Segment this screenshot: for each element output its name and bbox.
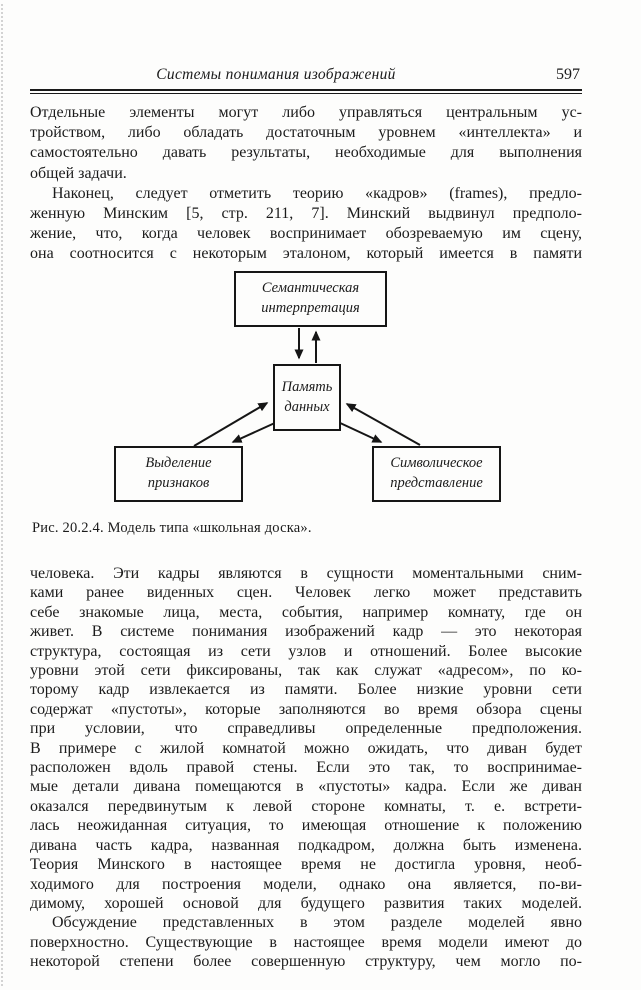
diagram-box-data-memory: Память данных — [273, 364, 341, 431]
paragraph — [30, 913, 582, 971]
body-text-top — [30, 103, 582, 265]
text-line: димому, хорошей основой для будущего развития таких моделей. — [30, 894, 582, 912]
running-title: Системы понимания изображений — [156, 66, 396, 83]
text-line: она соотносится с некоторым эталоном, который имеется в памяти — [30, 245, 582, 263]
text-line: лась неожиданная ситуация, то имеющая отношение к положению — [30, 817, 582, 835]
running-header — [30, 66, 582, 86]
text-line: содержат «пустоты», которые заполняются во время обзора сцены — [30, 700, 582, 718]
diagram-box-feature-extraction: Выделение признаков — [114, 446, 243, 502]
text-line: некоторой степени более совершенную структуру, чем могло по- — [30, 953, 582, 971]
arrow-down-memory-to-features — [233, 422, 277, 442]
text-line: дивана часть кадра, названная подкадром, должна быть изменена. — [30, 836, 582, 854]
text-line: себе знакомые лица, места, события, например комнату, где он — [30, 603, 582, 621]
header-rule — [30, 89, 582, 94]
paragraph — [30, 184, 582, 265]
text-line: человека. Эти кадры являются в сущности моментальными сним- — [30, 565, 582, 582]
text-line: поверхностно. Существующие в настоящее время модели имеют до — [30, 933, 582, 951]
text-line: при условии, что справедливы определенные предположения. — [30, 720, 582, 738]
figure-diagram — [0, 270, 641, 512]
text-line: жение, что, когда человек воспринимает обозреваемую им сцену, — [30, 225, 582, 243]
text-line: Обсуждение представленных в этом разделе моделей явно — [52, 914, 582, 932]
text-line: Теория Минского в настоящее время не достигла уровня, необ- — [30, 856, 582, 874]
diagram-box-semantic-interpretation: Семантическая интерпретация — [234, 271, 387, 327]
text-line: тройством, либо обладать достаточным уровнем «интеллекта» и — [30, 124, 582, 142]
text-line: Отдельные элементы могут либо управляться центральным ус- — [30, 104, 582, 121]
page-number: 597 — [556, 66, 580, 83]
arrow-up-symbolic-to-memory — [347, 404, 420, 445]
arrow-up-features-to-memory — [194, 403, 267, 446]
text-line: ками ранее виденных сцен. Человек легко может представить — [30, 584, 582, 602]
diagram-box-symbolic-representation: Символическое представление — [372, 446, 501, 502]
text-line: В примере с жилой комнатой можно ожидать, что диван будет — [30, 739, 582, 757]
body-text-bottom — [30, 564, 582, 972]
text-line: Наконец, следует отметить теорию «кадров» (frames), предло- — [52, 184, 582, 202]
text-line: ходимого для построения модели, однако она является, по-ви- — [30, 875, 582, 893]
text-line: оказался передвинутым к левой стороне комнаты, т. е. встрети- — [30, 797, 582, 815]
text-line: женную Минским [5, стр. 211, 7]. Минский выдвинул предполо- — [30, 205, 582, 223]
text-line: мые детали дивана помещаются в «пустоты» кадра. Если же диван — [30, 778, 582, 796]
figure-caption: Рис. 20.2.4. Модель типа «школьная доска». — [32, 520, 312, 536]
text-line: живет. В системе понимания изображений кадр — это некоторая — [30, 623, 582, 641]
text-line: торому кадр извлекается из памяти. Более низкие уровни сети — [30, 681, 582, 699]
paragraph — [30, 103, 582, 184]
paragraph — [30, 564, 582, 913]
text-line: самостоятельно давать результаты, необходимые для выполнения — [30, 144, 582, 162]
text-line: структура, состоящая из сети узлов и отношений. Более высокие — [30, 642, 582, 660]
text-line: уровни этой сети фиксированы, так как служат «адресом», по ко- — [30, 662, 582, 680]
text-line: общей задачи. — [30, 164, 127, 182]
text-line: расположен вдоль правой стены. Если это так, то воспринимае- — [30, 759, 582, 777]
arrow-down-memory-to-symbolic — [338, 422, 381, 442]
